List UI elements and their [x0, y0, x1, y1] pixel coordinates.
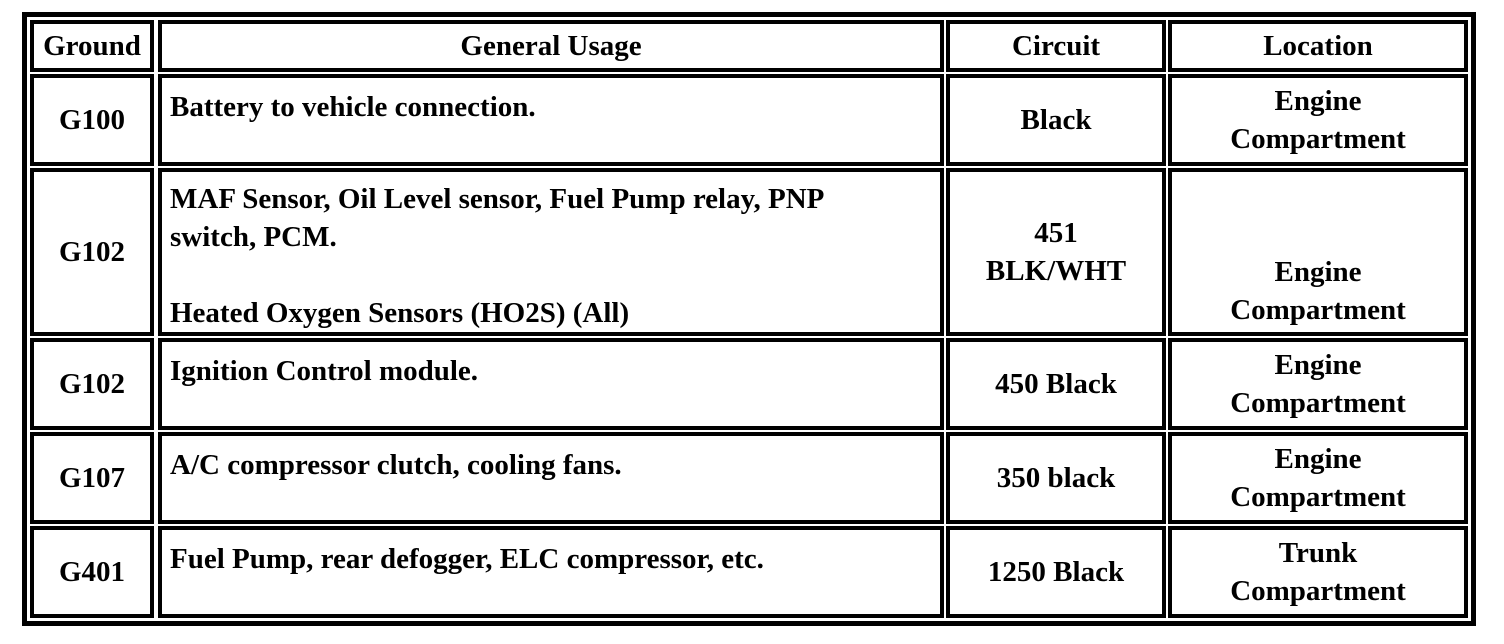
- location-line-2: Compartment: [1230, 123, 1406, 155]
- table-row-ground: [30, 432, 154, 524]
- circuit-text: 1250 Black: [987, 556, 1125, 588]
- usage-text: Heated Oxygen Sensors (HO2S) (All): [170, 297, 630, 329]
- table-row-circuit: [946, 74, 1166, 166]
- header-location: [1168, 20, 1468, 72]
- header-ground-label: Ground: [43, 30, 141, 62]
- location-line-1: Engine: [1274, 443, 1362, 475]
- location-line-1: Engine: [1274, 349, 1362, 381]
- table-row-location: [1168, 74, 1468, 166]
- location-line-2: Compartment: [1230, 387, 1406, 419]
- table-row-circuit: [946, 338, 1166, 430]
- header-circuit: [946, 20, 1166, 72]
- table-row-ground: [30, 74, 154, 166]
- location-line-1: Engine: [1274, 256, 1362, 288]
- usage-text: A/C compressor clutch, cooling fans.: [170, 449, 622, 481]
- table-row-usage: [158, 526, 944, 618]
- table-row-ground: [30, 526, 154, 618]
- location-line-2: Compartment: [1230, 481, 1406, 513]
- table-row-circuit: [946, 526, 1166, 618]
- usage-text: Fuel Pump, rear defogger, ELC compressor, etc.: [170, 543, 764, 575]
- location-line-1: Trunk: [1278, 537, 1358, 569]
- usage-text: Ignition Control module.: [170, 355, 479, 387]
- ground-id: G102: [58, 236, 126, 268]
- table-row-usage: [158, 338, 944, 430]
- table-row-ground: [30, 338, 154, 430]
- location-line-2: Compartment: [1230, 294, 1406, 326]
- header-general-usage-label: General Usage: [460, 30, 642, 62]
- location-line-1: Engine: [1274, 85, 1362, 117]
- table-row-usage: [158, 168, 944, 336]
- circuit-text: BLK/WHT: [985, 255, 1127, 287]
- header-ground: [30, 20, 154, 72]
- location-line-2: Compartment: [1230, 575, 1406, 607]
- ground-id: G102: [58, 368, 126, 400]
- table-row-usage: [158, 432, 944, 524]
- ground-id: G107: [58, 462, 126, 494]
- header-general-usage: [158, 20, 944, 72]
- table-row-circuit: [946, 432, 1166, 524]
- circuit-text: 450 Black: [995, 368, 1117, 400]
- usage-spacer: [170, 256, 940, 294]
- usage-text: MAF Sensor, Oil Level sensor, Fuel Pump relay, PNP: [170, 183, 825, 215]
- circuit-text: 451: [1034, 217, 1078, 249]
- table-row-location: [1168, 338, 1468, 430]
- table-row-circuit: [946, 168, 1166, 336]
- usage-text: Battery to vehicle connection.: [170, 91, 536, 123]
- table-row-usage: [158, 74, 944, 166]
- ground-id: G401: [58, 556, 126, 588]
- table-row-ground: [30, 168, 154, 336]
- header-location-label: Location: [1263, 30, 1373, 62]
- circuit-text: 350 black: [996, 462, 1116, 494]
- ground-id: G100: [58, 104, 126, 136]
- header-circuit-label: Circuit: [1011, 30, 1101, 62]
- circuit-text: Black: [1020, 104, 1092, 136]
- table-row-location: [1168, 168, 1468, 336]
- table-row-location: [1168, 432, 1468, 524]
- table-row-location: [1168, 526, 1468, 618]
- usage-text: switch, PCM.: [170, 221, 337, 253]
